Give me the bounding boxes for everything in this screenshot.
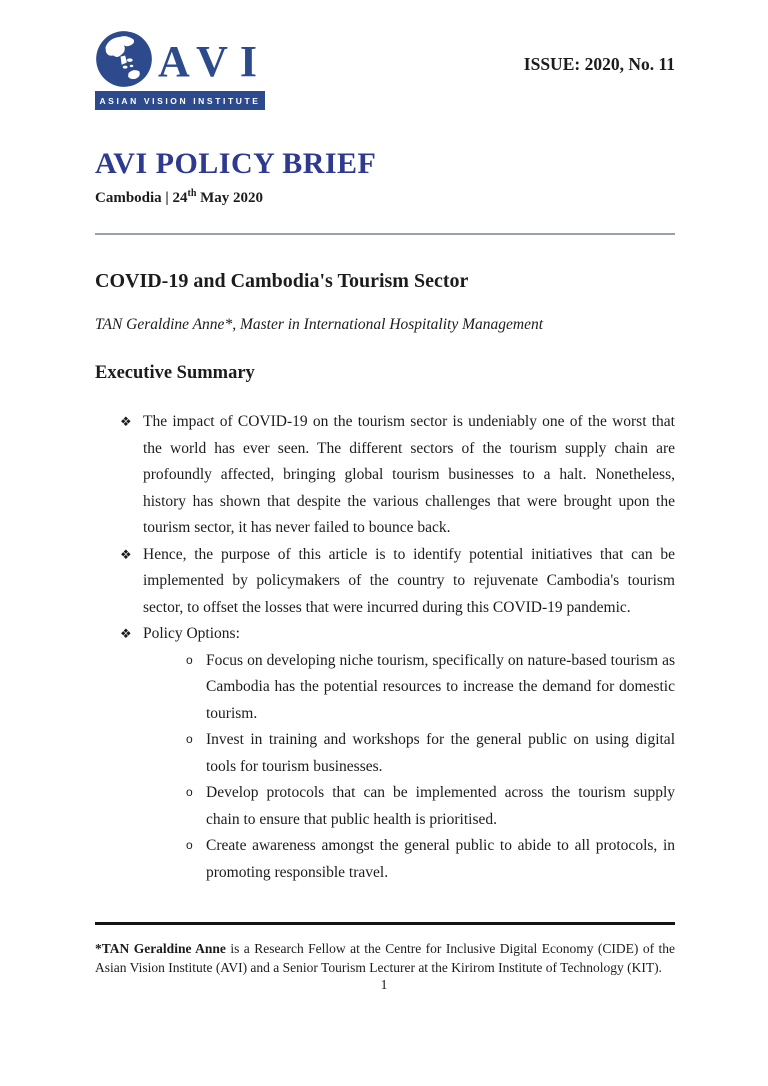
masthead [95,30,675,110]
page-number: 1 [380,978,388,993]
footnote-author-name: *TAN Geraldine Anne [95,940,226,956]
executive-summary-list [95,409,675,886]
dateline [95,188,675,207]
logo-banner: ASIAN VISION INSTITUTE [95,91,265,110]
summary-bullet [120,409,675,542]
author-footnote [95,939,675,978]
circle-bullet-icon: o [186,652,193,667]
logo-row [95,30,270,88]
policy-option-text: Create awareness amongst the general public to abide to all protocols, in promoting responsible travel. [206,837,675,881]
issue-label: ISSUE: 2020, No. 11 [523,54,675,74]
circle-bullet-icon: o [186,785,193,799]
summary-bullet-text: Policy Options: [143,625,240,642]
footnote-divider [95,922,675,925]
policy-options-list [143,648,675,887]
article-title: COVID-19 and Cambodia's Tourism Sector [95,270,469,292]
summary-bullet-text: The impact of COVID-19 on the tourism sector is undeniably one of the worst that the world has ever seen. The different sectors of the tourism supply chain are profoundly affected, bringing global tourism businesses to a halt. Nonetheless, history has shown that despite the various challenges that were brought upon the tourism sector, it has never failed to bounce back. [143,413,675,536]
policy-option [186,648,675,728]
policy-option [186,833,675,886]
summary-bullet-text: Hence, the purpose of this article is to identify potential initiatives that can be implemented by policymakers of the country to rejuvenate Cambodia's tourism sector, to offset the losses that were incurred during this COVID-19 pandemic. [143,545,675,616]
footnote-text: is a Research Fellow at the Centre for Inclusive Digital Economy (CIDE) of the Asian Vision Institute (AVI) and a Senior Tourism Lecturer at the Kirirom Institute of Technology (KIT). [95,940,675,975]
header-divider [95,233,675,235]
brief-title: AVI POLICY BRIEF [95,147,377,180]
policy-option-text: Invest in training and workshops for the general public on using digital tools for tourism businesses. [206,731,675,775]
diamond-bullet-icon: ❖ [120,546,132,562]
diamond-bullet-icon: ❖ [120,626,132,641]
dateline-ordinal: th [187,188,197,199]
article-byline: TAN Geraldine Anne*, Master in International Hospitality Management [95,316,544,333]
circle-bullet-icon: o [186,732,193,746]
circle-bullet-icon: o [186,838,193,852]
summary-bullet [120,542,675,622]
policy-option-text: Focus on developing niche tourism, specifically on nature-based tourism as Cambodia has the potential resources to increase the demand for domestic tourism. [206,651,675,722]
dateline-prefix: Cambodia | 24 [95,190,188,206]
policy-option [186,780,675,833]
section-heading-executive-summary: Executive Summary [95,363,255,383]
summary-bullet [120,621,675,886]
avi-logo [95,30,270,110]
logo-acronym: AVI [158,37,270,86]
diamond-bullet-icon: ❖ [120,414,132,429]
dateline-suffix: May 2020 [196,190,264,206]
globe-icon [95,30,153,88]
policy-option-text: Develop protocols that can be implemented across the tourism supply chain to ensure that public health is prioritised. [206,784,675,828]
policy-option [186,727,675,780]
